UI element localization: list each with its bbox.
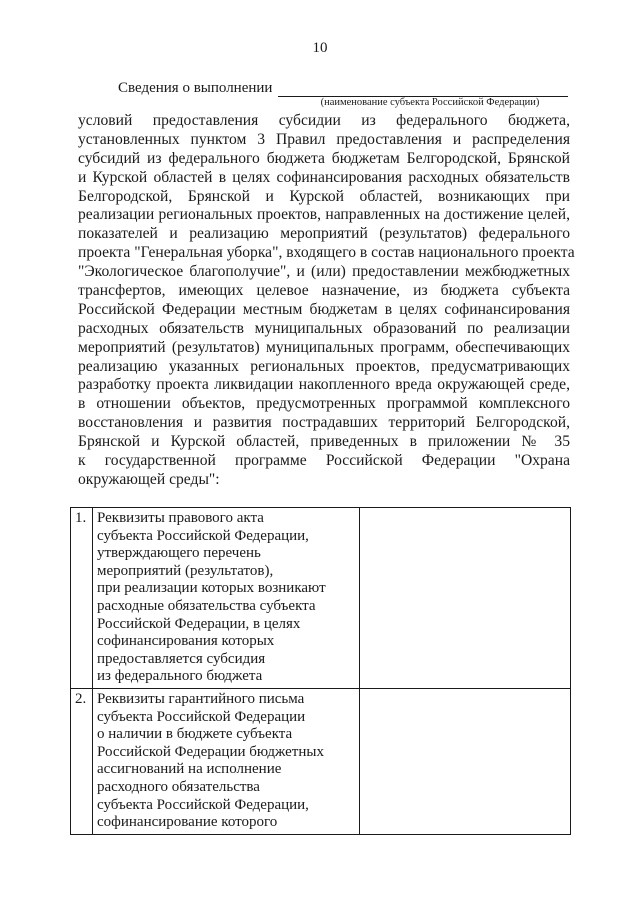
body-line: и Курской областей в целях софинансирования расходных обязательств (78, 168, 570, 186)
row-label (93, 508, 360, 689)
body-line: Российской Федерации местным бюджетам в целях софинансирования (78, 300, 570, 318)
row-label-line: ассигнований на исполнение (97, 761, 282, 778)
body-line: установленных пунктом 3 Правил предоставления и распределения (78, 130, 570, 148)
body-line: к государственной программе Российской Федерации "Охрана (78, 452, 570, 470)
row-label (93, 688, 360, 834)
row-label-line: предоставляется субсидия (97, 650, 266, 667)
row-label-line: Реквизиты гарантийного письма (97, 690, 305, 707)
row-label-line: субъекта Российской Федерации, (97, 527, 309, 544)
body-line: расходных обязательств муниципальных образований по реализации (78, 319, 570, 337)
body-line: восстановления и развития пострадавших территорий Белгородской, (78, 414, 570, 432)
body-line: "Экологическое благополучие", и (или) предоставлении межбюджетных (78, 263, 570, 281)
body-line: реализацию указанных региональных проектов, предусматривающих (78, 357, 570, 375)
row-label-line: утверждающего перечень (97, 545, 261, 562)
row-value-cell[interactable] (360, 508, 571, 689)
requisites-table (70, 507, 571, 835)
section-heading (118, 80, 568, 97)
row-label-line: Российской Федерации бюджетных (97, 743, 324, 760)
body-line: в отношении объектов, предусмотренных программой комплексного (78, 395, 570, 413)
row-label-line: субъекта Российской Федерации, (97, 796, 309, 813)
body-line: окружающей среды": (78, 470, 220, 488)
body-line: субсидий из федерального бюджета бюджетам Белгородской, Брянской (78, 149, 570, 167)
row-label-line: о наличии в бюджете субъекта (97, 726, 293, 743)
subject-name-fill-line (278, 82, 568, 97)
row-value-cell[interactable] (360, 688, 571, 834)
row-label-line: при реализации которых возникают (97, 580, 326, 597)
body-line: разработку проекта ликвидации накопленного вреда окружающей среде, (78, 376, 570, 394)
row-label-line: софинансирования которых (97, 633, 275, 650)
row-label-line: Реквизиты правового акта (97, 510, 264, 526)
body-line: Брянской и Курской областей, приведенных в приложении № 35 (78, 433, 570, 451)
body-line: мероприятий (результатов) муниципальных программ, обеспечивающих (78, 338, 570, 356)
table-row (71, 688, 571, 834)
row-number: 2. (71, 688, 93, 834)
heading-text: Сведения о выполнении (118, 80, 273, 96)
body-line: показателей и реализацию мероприятий (результатов) федерального (78, 225, 570, 243)
row-label-line: софинансирование которого (97, 814, 278, 831)
body-paragraph (78, 112, 575, 490)
row-label-line: мероприятий (результатов), (97, 562, 274, 579)
row-label-line: расходные обязательства субъекта (97, 597, 316, 614)
page-number: 10 (312, 40, 328, 56)
body-line: реализации региональных проектов, направленных на достижение целей, (78, 206, 570, 224)
row-label-line: из федерального бюджета (97, 668, 263, 685)
row-number: 1. (71, 508, 93, 689)
row-label-line: субъекта Российской Федерации (97, 708, 306, 725)
body-line: проекта "Генеральная уборка", входящего в состав национального проекта (78, 244, 575, 262)
table-row (71, 508, 571, 689)
body-line: Белгородской, Брянской и Курской областей, возникающих при (78, 187, 570, 205)
subject-name-caption: (наименование субъекта Российской Федерации) (320, 97, 540, 108)
body-line: условий предоставления субсидии из федерального бюджета, (78, 112, 570, 129)
body-line: трансфертов, имеющих целевое назначение, из бюджета субъекта (78, 282, 570, 300)
row-label-line: Российской Федерации, в целях (97, 615, 301, 632)
row-label-line: расходного обязательства (97, 778, 260, 795)
